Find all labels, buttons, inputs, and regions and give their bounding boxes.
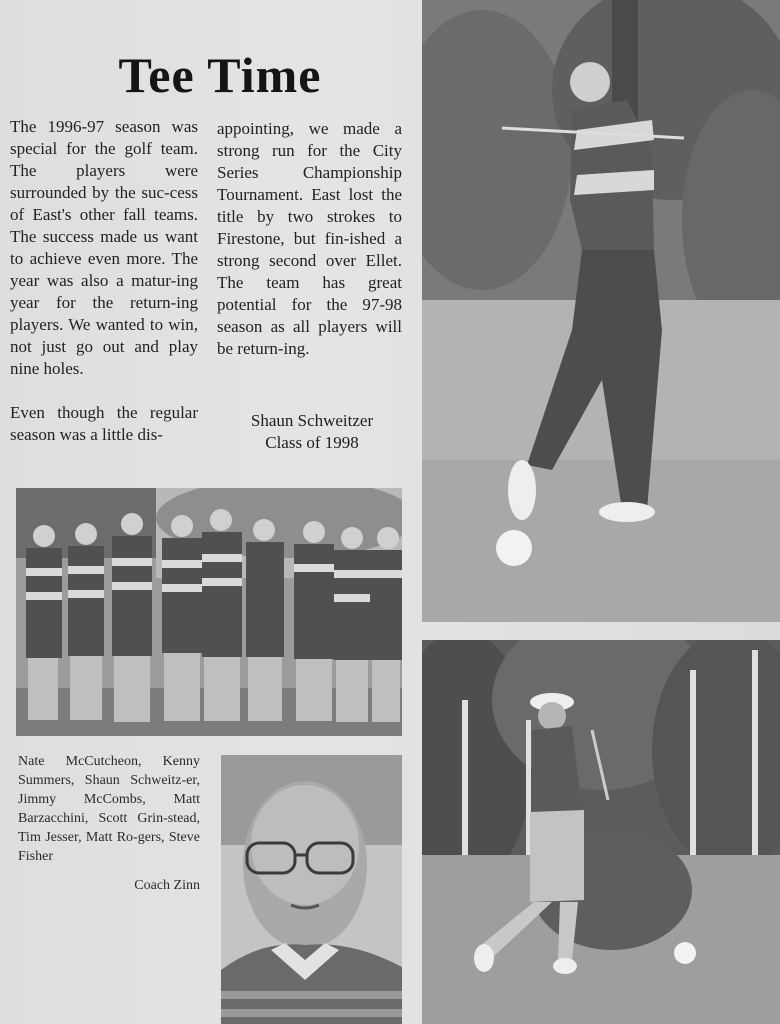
- coach-photo-caption: Coach Zinn: [134, 878, 200, 893]
- article-column-2: [217, 118, 402, 382]
- author-signature: [222, 410, 402, 454]
- team-group-photo: [16, 488, 402, 736]
- golfer-hat-photo: [422, 640, 780, 1024]
- team-photo-caption: Nate McCutcheon, Kenny Summers, Shaun Schweitz-er, Jimmy McCombs, Matt Barzacchini, Scott Grin-stead, Tim Jesser, Matt Ro-gers, Steve Fisher: [18, 754, 200, 864]
- author-name: Shaun Schweitzer: [250, 411, 374, 430]
- column-1-paragraph-2: Even though the regular season was a little dis-: [10, 403, 198, 444]
- column-2-paragraph: appointing, we made a strong run for the City Series Championship Tournament. East lost the title by two strokes to Firestone, but fin-ished a strong second over Ellet. The team has great potential for the 97-98 season as all players will be return-ing.: [217, 119, 402, 358]
- column-1-paragraph-1: The 1996-97 season was special for the golf team. The players were surrounded by the suc-cess of East's other fall teams. The success made us want to achieve even more. The year was also a matur-ing year for the return-ing players. We wanted to win, not just go out and play nine holes.: [10, 117, 198, 378]
- coach-portrait-photo: [221, 755, 402, 1024]
- golfer-swing-photo: [422, 0, 780, 622]
- author-class: Class of 1998: [265, 433, 359, 452]
- article-title: Tee Time: [118, 47, 322, 103]
- article-column-1: [10, 116, 198, 468]
